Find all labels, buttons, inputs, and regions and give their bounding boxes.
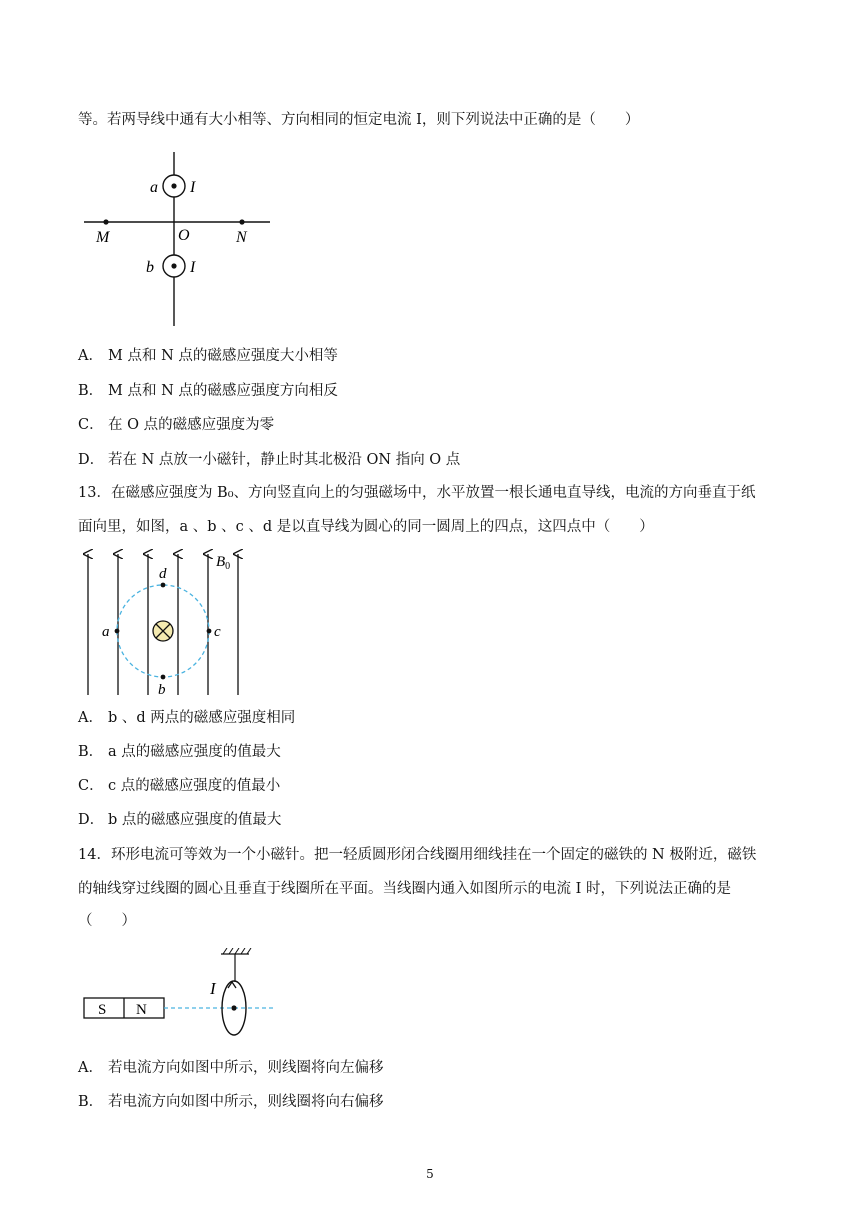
page-number: 5 (426, 1167, 434, 1181)
q12-figure (78, 148, 278, 330)
point-d (161, 583, 166, 588)
q13-stem-line2: 面向里，如图，a 、b 、c 、d 是以直导线为圆心的同一圆周上的四点，这四点中（ ） (78, 519, 654, 535)
q13-option-a: A． b 、d 两点的磁感应强度相同 (78, 710, 296, 726)
q13-stem-line1: 13．在磁感应强度为 B₀、方向竖直向上的匀强磁场中，水平放置一根长通电直导线，电流的方向垂直于纸 (78, 485, 756, 501)
label-b: b (146, 259, 154, 276)
q14-stem-line1: 14．环形电流可等效为一个小磁针。把一轻质圆形闭合线圈用细线挂在一个固定的磁铁的 N 极附近，磁铁 (78, 847, 757, 863)
q14-option-a: A． 若电流方向如图中所示，则线圈将向左偏移 (78, 1060, 384, 1076)
q12-option-b: B． M 点和 N 点的磁感应强度方向相反 (78, 383, 338, 399)
label-S: S (98, 1002, 107, 1018)
point-N (239, 219, 244, 224)
point-b (161, 675, 166, 680)
q12-option-a: A． M 点和 N 点的磁感应强度大小相等 (78, 348, 338, 364)
label-I-bottom: I (190, 259, 196, 276)
q13-figure (78, 548, 258, 698)
label-d: d (159, 566, 167, 582)
label-c: c (214, 624, 221, 640)
label-N: N (236, 229, 247, 246)
label-a: a (150, 179, 158, 196)
label-N: N (136, 1002, 147, 1018)
q13-option-c: C． c 点的磁感应强度的值最小 (78, 778, 281, 794)
q14-stem-line3: （ ） (78, 913, 136, 929)
label-b: b (158, 682, 166, 698)
point-M (103, 219, 108, 224)
point-c (207, 629, 212, 634)
q12-option-d: D． 若在 N 点放一小磁针，静止时其北极沿 ON 指向 O 点 (78, 452, 461, 468)
q13-option-d: D． b 点的磁感应强度的值最大 (78, 812, 282, 828)
label-a: a (102, 624, 110, 640)
label-I-top: I (190, 179, 196, 196)
q14-option-b: B． 若电流方向如图中所示，则线圈将向右偏移 (78, 1094, 384, 1110)
label-B0: $B_0$ (216, 554, 231, 572)
q12-stem: 等。若两导线中通有大小相等、方向相同的恒定电流 I，则下列说法中正确的是（ ） (78, 112, 640, 128)
q12-option-c: C． 在 O 点的磁感应强度为零 (78, 417, 275, 433)
q14-stem-line2: 的轴线穿过线圈的圆心且垂直于线圈所在平面。当线圈内通入如图所示的电流 I 时，下列说法正确的是 (78, 881, 731, 897)
q14-figure (78, 948, 278, 1048)
label-I: I (210, 979, 216, 998)
point-a (115, 629, 120, 634)
label-O: O (178, 227, 190, 244)
label-M: M (96, 229, 110, 246)
q13-option-b: B． a 点的磁感应强度的值最大 (78, 744, 281, 760)
